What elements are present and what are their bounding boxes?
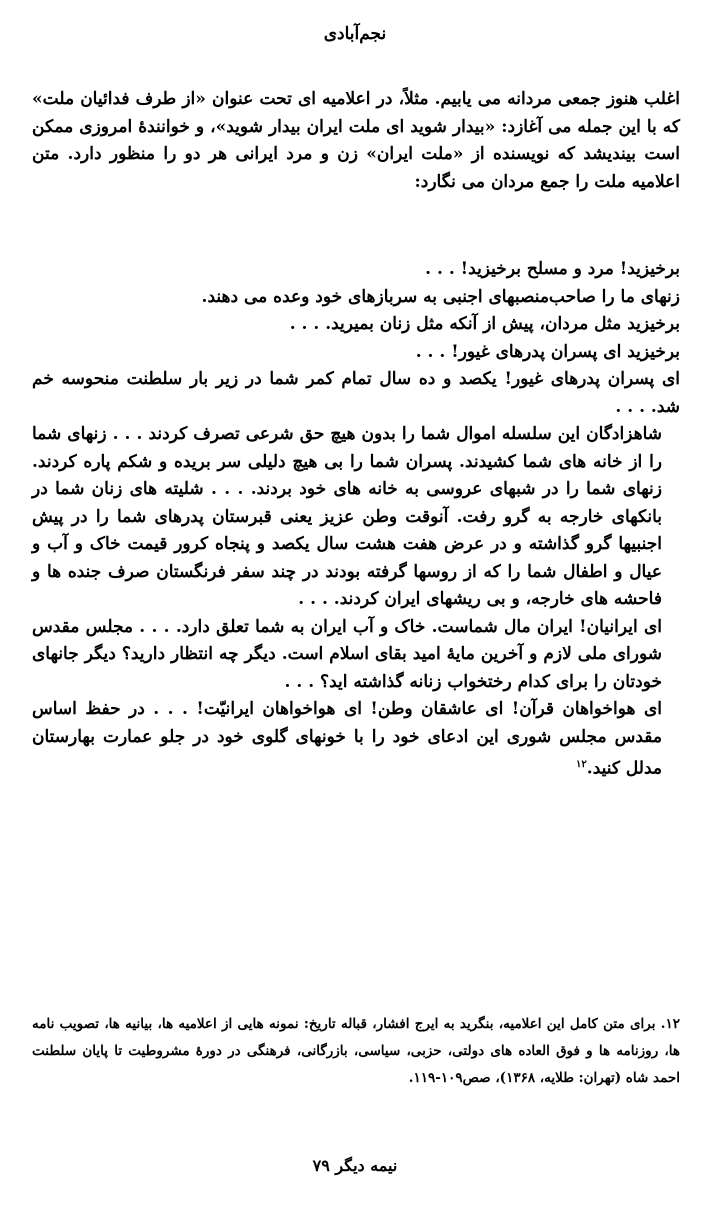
quote-paragraph: برخیزید مثل مردان، پیش از آنکه مثل زنان بمیرید. . . .: [289, 314, 680, 334]
quote-paragraph-last: [32, 696, 680, 783]
intro-section: [32, 86, 680, 196]
intro-paragraph: اغلب هنوز جمعی مردانه می یابیم. مثلاً، در اعلامیه ای تحت عنوان «از طرف فدائیان ملت» که با این جمله می آغازد: «بیدار شوید ای ملت ایران بیدار شوید»، و خوانندهٔ امروزی ممکن است بیندیشد که نویسنده از «ملت ایران» زن و مرد ایرانی هر دو را منظور دارد. متن اعلامیه ملت را جمع مردان می نگارد:: [32, 89, 680, 192]
footnote-text: ۱۲. برای متن کامل این اعلامیه، بنگرید به ایرج افشار، قباله تاریخ: نمونه هایی از اعلامیه ها، بیانیه ها، تصویب نامه ها، روزنامه ها و فوق العاده های دولتی، حزبی، سیاسی، بازرگانی، فرهنگی در دورهٔ مشروطیت تا پایان سلطنت احمد شاه (تهران: طلایه، ۱۳۶۸)، صص۱۰۹-۱۱۹.: [32, 1016, 680, 1086]
footnote-reference: ۱۲: [576, 759, 587, 770]
quote-paragraph: برخیزید! مرد و مسلح برخیزید! . . .: [425, 259, 680, 279]
footnote: [32, 1011, 680, 1092]
quote-paragraph: ای پسران پدرهای غیور! یکصد و ده سال تمام کمر شما در زیر بار سلطنت منحوسه خم شد. . . .: [32, 369, 680, 417]
quote-paragraph: شاهزادگان این سلسله اموال شما را بدون هیچ حق شرعی تصرف کردند . . . زنهای شما را از خانه های شما کشیدند. پسران شما را بی هیچ دلیلی سر بریده و شکم پاره کردند. زنهای شما را در شبهای عروسی به خانه های خود بردند. . . . شلیته های زنان شما در بانکهای خارجه به گرو رفت. آنوقت وطن عزیز یعنی قبرستان پدرهای شما را در پیش اجنبیها گرو گذاشته و در عرض هفت هشت سال یکصد و پنجاه کرور قیمت خاک و آب و عیال و اطفال شما را که از روسها گرفته بودند در چند سفر فرنگستان صرف جنده ها و فاحشه های خارجه، و بی ریشهای ایران کردند. . . .: [32, 424, 662, 609]
quoted-proclamation: [32, 256, 680, 783]
quote-paragraph-text: ای هواخواهان قرآن! ای عاشقان وطن! ای هواخواهان ایرانیّت! . . . در حفظ اساس مقدس مجلس شوری این ادعای خود را با خونهای گلوی خود در جلو عمارت بهارستان مدلل کنید.: [32, 699, 662, 779]
running-header: نجم‌آبادی: [323, 24, 387, 44]
quote-paragraph: برخیزید ای پسران پدرهای غیور! . . .: [415, 341, 680, 362]
quote-paragraph: ای ایرانیان! ایران مال شماست. خاک و آب ایران به شما تعلق دارد. . . . مجلس مقدس شورای ملی لازم و آخرین مایهٔ امید بقای اسلام است. دیگر چه انتظار دارید؟ دیگر جانهای خودتان را برای کدام رختخواب زنانه گذاشته اید؟ . . .: [32, 616, 662, 692]
quote-paragraph: زنهای ما را صاحب‌منصبهای اجنبی به سربازهای خود وعده می دهند.: [201, 286, 680, 307]
page-footer: نیمه دیگر ۷۹: [312, 1156, 398, 1175]
